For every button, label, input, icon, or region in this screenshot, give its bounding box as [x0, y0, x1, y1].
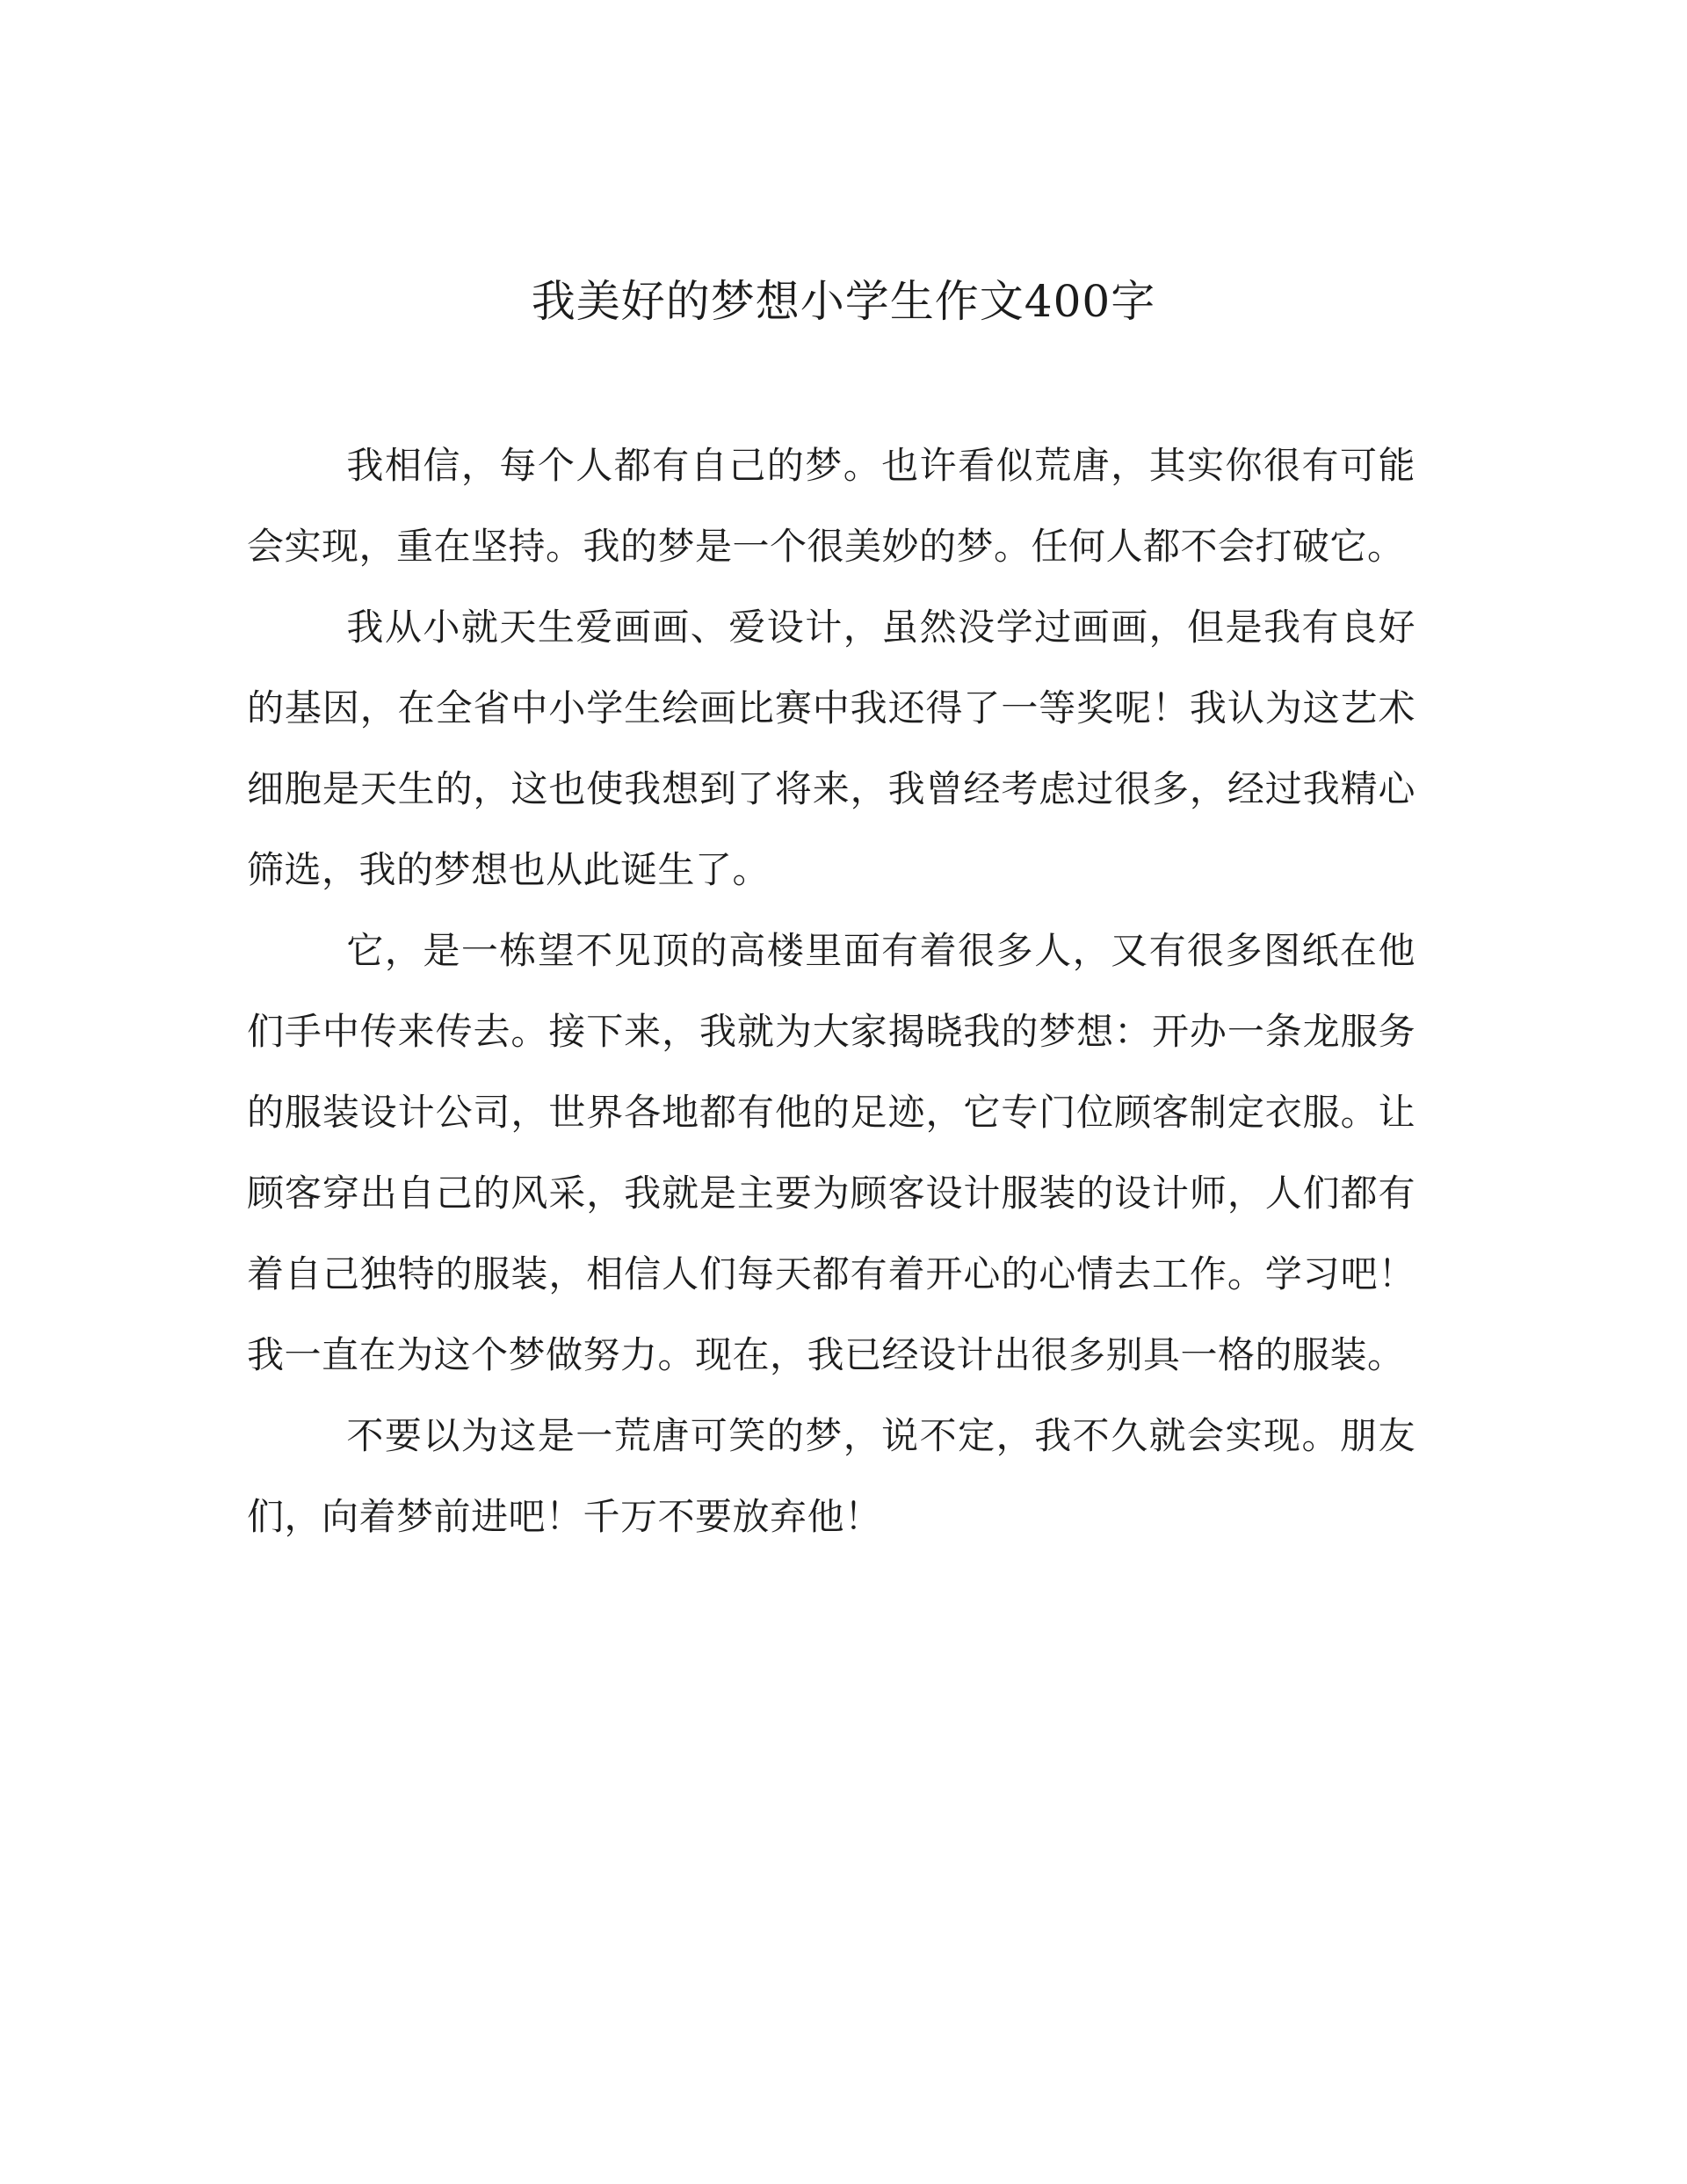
paragraph-3: 它，是一栋望不见顶的高楼里面有着很多人，又有很多图纸在他们手中传来传去。接下来，我就为大家揭晓我的梦想：开办一条龙服务的服装设计公司，世界各地都有他的足迹，它专门位顾客制定衣服。让顾客穿出自己的风采，我就是主要为顾客设计服装的设计师，人们都有着自己独特的服装，相信人们每天都有着开心的心情去工作。学习吧！我一直在为这个梦做努力。现在，我已经设计出很多别具一格的服装。 [247, 929, 1415, 1376]
document-title: 我美好的梦想小学生作文400字 [531, 276, 1156, 327]
paragraph-4: 不要以为这是一荒唐可笑的梦，说不定，我不久就会实现。朋友们，向着梦前进吧！千万不要放弃他！ [247, 1414, 1415, 1538]
paragraph-1: 我相信，每个人都有自己的梦。也许看似荒唐，其实你很有可能会实现，重在坚持。我的梦是一个很美妙的梦。任何人都不会打破它。 [247, 444, 1415, 568]
document-body [247, 425, 1415, 1557]
paragraph-2: 我从小就天生爱画画、爱设计，虽然没学过画画，但是我有良好的基因，在全省中小学生绘画比赛中我还得了一等奖呢！我认为这艺术细胞是天生的，这也使我想到了将来，我曾经考虑过很多，经过我精心筛选，我的梦想也从此诞生了。 [247, 606, 1415, 891]
